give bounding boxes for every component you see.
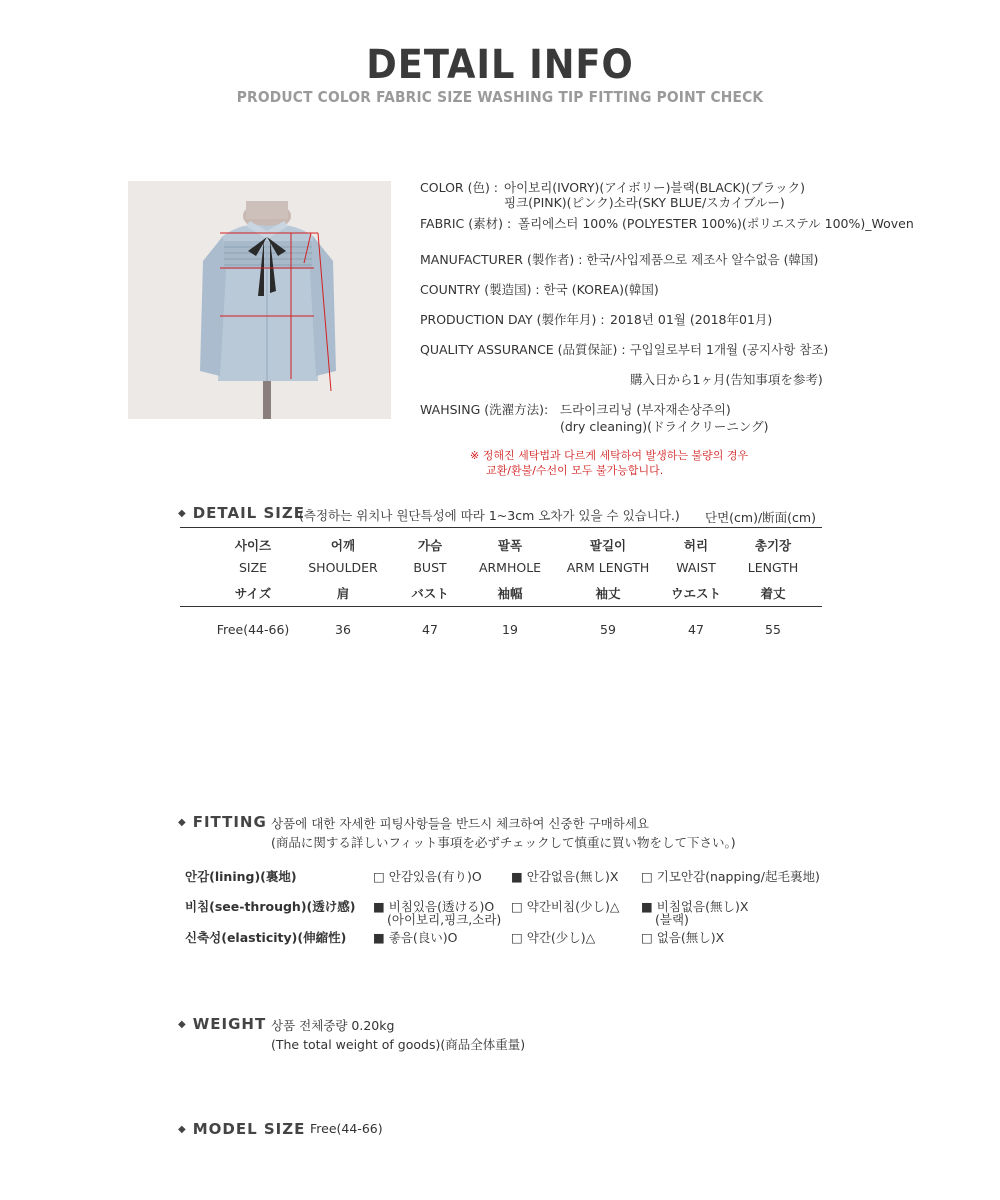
col-shoulder-ko: 어깨 <box>330 538 356 553</box>
production-value: 2018년 01월 (2018年01月) <box>610 312 773 327</box>
col-armhole-ja: 袖幅 <box>497 586 523 601</box>
fitting-desc-line1: 상품에 대한 자세한 피팅사항들을 반드시 체크하여 신중한 구매하세요 <box>271 816 649 831</box>
size-cell-shoulder: 36 <box>335 622 351 637</box>
col-armhole-en: ARMHOLE <box>478 560 542 575</box>
production-label: PRODUCTION DAY (製作年月) : <box>420 312 605 327</box>
size-cell-size: Free(44-66) <box>216 622 290 637</box>
col-size-ko: 사이즈 <box>234 538 272 553</box>
color-value-line2: 핑크(PINK)(ピンク)소라(SKY BLUE/スカイブルー) <box>504 195 785 210</box>
col-arm-length-ja: 袖丈 <box>595 586 621 601</box>
see-through-option-yes-note: (아이보리,핑크,소라) <box>387 912 502 927</box>
col-waist-ja: ウエスト <box>670 586 721 601</box>
product-photo <box>128 181 391 419</box>
quality-assurance-line1: QUALITY ASSURANCE (品質保証) : 구입일로부터 1개월 (공지사항 참조) <box>420 342 829 357</box>
washing-warning-line1: ※ 정해진 세탁법과 다르게 세탁하여 발생하는 불량의 경우 <box>470 449 749 462</box>
diamond-icon: ◆ <box>178 508 187 519</box>
lining-label: 안감(lining)(裏地) <box>185 869 297 884</box>
fabric-value: 폴리에스터 100% (POLYESTER 100%)(ポリエステル 100%)_Woven <box>518 216 914 231</box>
fitting-desc-line2: (商品に関する詳しいフィット事項を必ずチェックして慎重に買い物をして下さい。) <box>271 835 736 850</box>
weight-heading: ◆ WEIGHT <box>178 1015 267 1033</box>
table-header-rule <box>180 606 822 607</box>
washing-warning-line2: 교환/환불/수선이 모두 불가능합니다. <box>486 464 664 477</box>
washing-line2: (dry cleaning)(ドライクリーニング) <box>560 419 769 434</box>
see-through-option-slight: □ 약간비침(少し)△ <box>511 899 620 914</box>
col-arm-length-ko: 팔길이 <box>589 538 627 553</box>
see-through-option-no: ■ 비침없음(無し)X <box>641 899 749 914</box>
col-shoulder-ja: 肩 <box>336 586 350 601</box>
size-cell-arm-length: 59 <box>600 622 616 637</box>
lining-option-no: ■ 안감없음(無し)X <box>511 869 619 884</box>
elasticity-option-none: □ 없음(無し)X <box>641 930 725 945</box>
col-waist-en: WAIST <box>676 560 716 575</box>
table-top-rule <box>180 527 822 528</box>
page-subtitle: PRODUCT COLOR FABRIC SIZE WASHING TIP FITTING POINT CHECK <box>236 88 764 106</box>
detail-size-note: (측정하는 위치나 원단특성에 따라 1~3cm 오차가 있을 수 있습니다.) <box>299 508 680 523</box>
country-info: COUNTRY (製造国) : 한국 (KOREA)(韓国) <box>420 282 659 297</box>
col-arm-length-en: ARM LENGTH <box>566 560 650 575</box>
size-cell-armhole: 19 <box>502 622 518 637</box>
size-cell-bust: 47 <box>422 622 438 637</box>
detail-size-heading: ◆ DETAIL SIZE <box>178 504 305 522</box>
lining-option-yes: □ 안감있음(有り)O <box>373 869 482 884</box>
diamond-icon: ◆ <box>178 817 187 828</box>
col-bust-en: BUST <box>413 560 447 575</box>
washing-label: WAHSING (洗濯方法): <box>420 402 549 417</box>
size-cell-length: 55 <box>765 622 781 637</box>
washing-line1: 드라이크리닝 (부자재손상주의) <box>560 402 731 417</box>
col-length-ko: 총기장 <box>754 538 792 553</box>
quality-assurance-line2: 購入日から1ヶ月(告知事項を参考) <box>630 372 823 387</box>
col-length-en: LENGTH <box>747 560 799 575</box>
see-through-option-yes: ■ 비침있음(透ける)O <box>373 899 495 914</box>
diamond-icon: ◆ <box>178 1019 187 1030</box>
weight-note: (The total weight of goods)(商品全体重量) <box>271 1037 526 1052</box>
elasticity-option-slight: □ 약간(少し)△ <box>511 930 596 945</box>
diamond-icon: ◆ <box>178 1124 187 1135</box>
fitting-heading: ◆ FITTING <box>178 813 267 831</box>
col-length-ja: 着丈 <box>760 586 786 601</box>
col-bust-ko: 가슴 <box>417 538 443 553</box>
col-bust-ja: バスト <box>411 586 449 601</box>
see-through-label: 비침(see-through)(透け感) <box>185 899 356 914</box>
col-shoulder-en: SHOULDER <box>308 560 378 575</box>
col-armhole-ko: 팔폭 <box>497 538 523 553</box>
fabric-label: FABRIC (素材) : <box>420 216 512 231</box>
manufacturer-info: MANUFACTURER (製作者) : 한국/사입제품으로 제조사 알수없음 (韓国) <box>420 252 819 267</box>
col-size-ja: サイズ <box>234 586 272 601</box>
color-value-line1: 아이보리(IVORY)(アイボリー)블랙(BLACK)(ブラック) <box>504 180 806 195</box>
color-label: COLOR (色) : <box>420 180 499 195</box>
see-through-option-no-note: (블랙) <box>655 912 689 927</box>
model-size-value: Free(44-66) <box>310 1121 383 1136</box>
elasticity-option-good: ■ 좋음(良い)O <box>373 930 458 945</box>
lining-option-napping: □ 기모안감(napping/起毛裏地) <box>641 869 820 884</box>
weight-value: 상품 전체중량 0.20kg <box>271 1018 395 1033</box>
col-waist-ko: 허리 <box>683 538 709 553</box>
page-title: DETAIL INFO <box>366 42 634 88</box>
model-size-heading: ◆ MODEL SIZE <box>178 1120 306 1138</box>
elasticity-label: 신축성(elasticity)(伸縮性) <box>185 930 347 945</box>
size-cell-waist: 47 <box>688 622 704 637</box>
size-unit-label: 단면(cm)/断面(cm) <box>705 510 816 525</box>
col-size-en: SIZE <box>238 560 268 575</box>
